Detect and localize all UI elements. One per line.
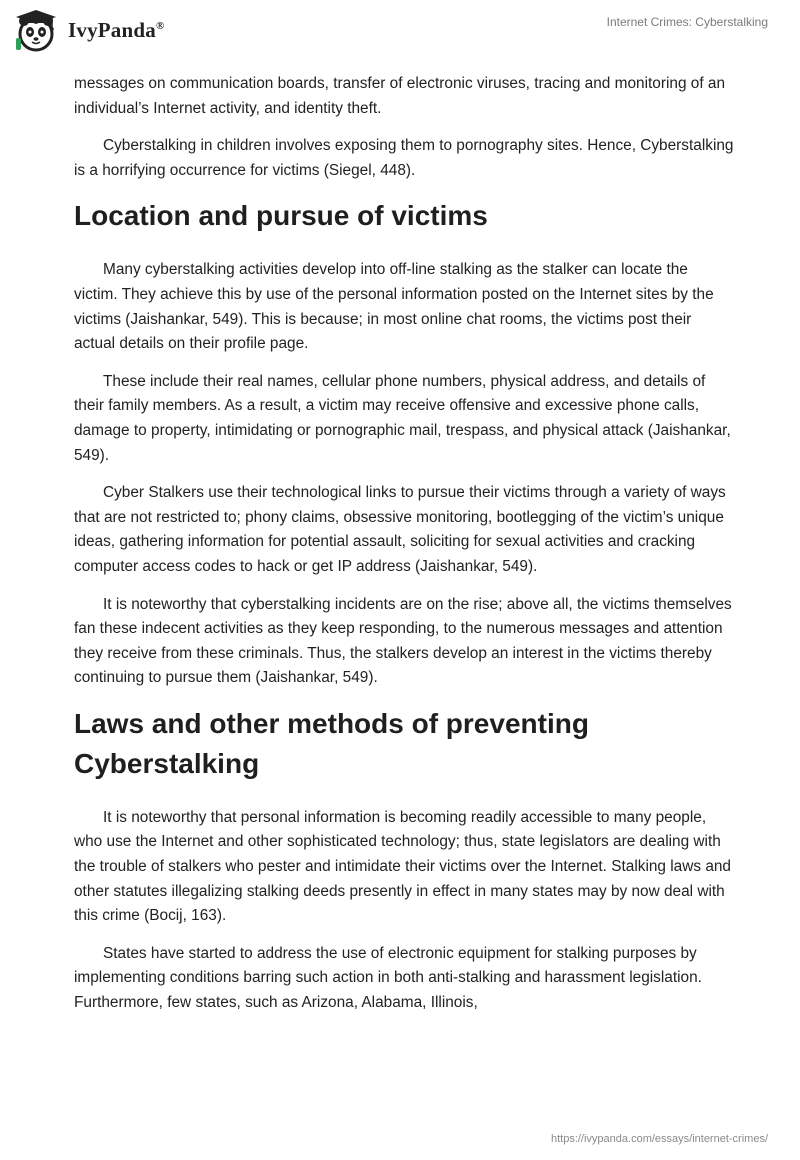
logo-text: IvyPanda® bbox=[68, 17, 165, 42]
logo[interactable] bbox=[14, 8, 164, 52]
section-heading-location: Location and pursue of victims bbox=[74, 200, 488, 232]
paragraph: Many cyberstalking activities develop into off-line stalking as the stalker can locate the victim. They achieve this by use of the personal information posted on the Internet sites by the victims (Jaishankar, 549). This is because; in most online chat rooms, the victims post their actual details on their profile page. bbox=[74, 261, 714, 353]
panda-logo-icon bbox=[14, 8, 62, 52]
paragraph-continued: messages on communication boards, transfer of electronic viruses, tracing and monitoring of an individual’s Internet activity, and identity theft. bbox=[74, 75, 726, 117]
section-heading-laws: Laws and other methods of preventing Cyberstalking bbox=[74, 707, 589, 779]
paragraph: Cyber Stalkers use their technological links to pursue their victims through a variety of ways that are not restricted to; phony claims, obsessive monitoring, bootlegging of the victim’s unique ideas, gathering information for potential assault, soliciting for sexual activities and cracking computer access codes to hack or get IP address (Jaishankar, 549). bbox=[74, 484, 726, 575]
paragraph: States have started to address the use of electronic equipment for stalking purposes by implementing conditions barring such action in both anti-stalking and harassment legislation. Furthermore, few states, such as Arizona, Alabama, Illinois, bbox=[74, 944, 702, 1012]
document-title: Internet Crimes: Cyberstalking bbox=[606, 15, 768, 29]
paragraph: It is noteworthy that personal information is becoming readily accessible to many people, who use the Internet and other sophisticated technology; thus, state legislators are dealing with the trouble of stalkers who pester and intimidate their victims over the Internet. Stalking laws and other statutes illegalizing stalking deeds presently in effect in many states may by now deal with this crime (Bocij, 163). bbox=[74, 808, 731, 925]
paragraph: Cyberstalking in children involves exposing them to pornography sites. Hence, Cyberstalking is a horrifying occurrence for victims (Siegel, 448). bbox=[74, 137, 734, 179]
paragraph: It is noteworthy that cyberstalking incidents are on the rise; above all, the victims themselves fan these indecent activities as they keep responding, to the numerous messages and attention they receive from these criminals. Thus, the stalkers develop an interest in the victims thereby continuing to pursue them (Jaishankar, 549). bbox=[74, 595, 732, 687]
essay-content bbox=[74, 72, 734, 1029]
page-header bbox=[0, 0, 800, 62]
source-url[interactable]: https://ivypanda.com/essays/internet-crimes/ bbox=[550, 1133, 768, 1145]
paragraph: These include their real names, cellular phone numbers, physical address, and details of their family members. As a result, a victim may receive offensive and excessive phone calls, damage to property, intimidating or pornographic mail, trespass, and physical attack (Jaishankar, 549). bbox=[74, 372, 731, 464]
